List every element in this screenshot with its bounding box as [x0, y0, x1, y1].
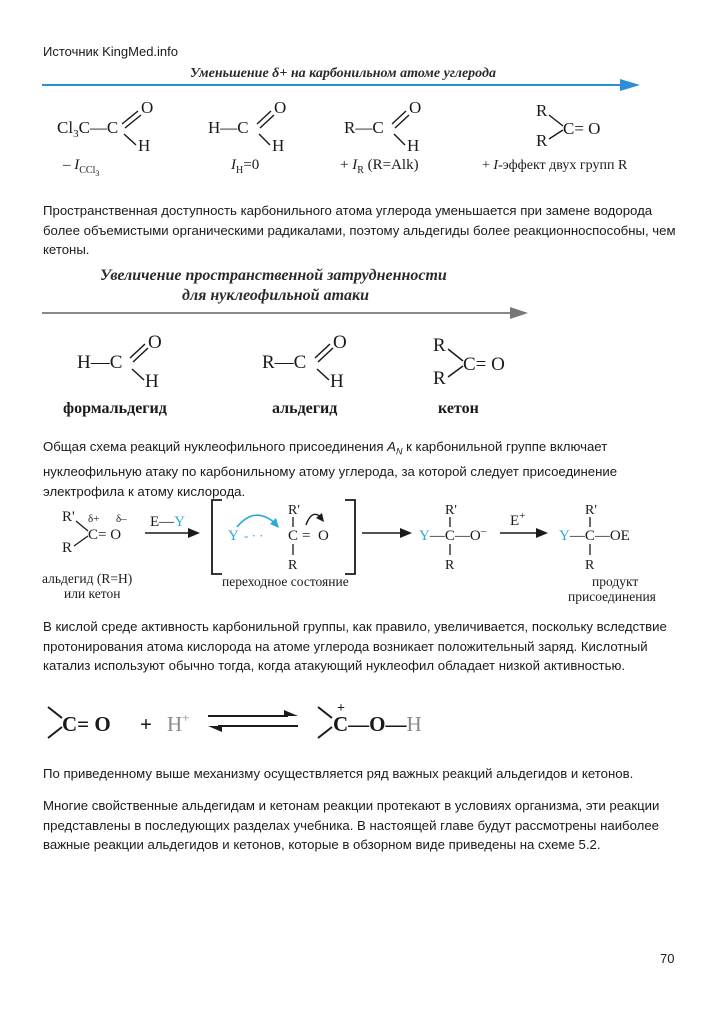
fig2-mol3-r-top: R — [433, 335, 446, 356]
fig1-mol4-r-top: R — [536, 101, 548, 120]
fig3-inter-r-bottom: R — [445, 558, 455, 573]
fig2-mol2-formula: R—C — [262, 352, 307, 373]
fig3-label-reactant-1: альдегид (R=H) — [42, 571, 133, 586]
fig4-proton: H+ — [167, 710, 190, 736]
fig1-label-h: $I_H=0$ — [231, 157, 260, 176]
fig3-label-product-2: присоединения — [568, 589, 656, 604]
paragraph-steric-access: Пространственная доступность карбонильного атома углерода уменьшается при замене водорода более объемистыми органическими радикалами, поэтому альдегиды более реакционноспособны, чем кетоны. — [43, 203, 676, 257]
fig1-mol4-r-bottom: R — [536, 131, 548, 150]
fig4-carbonyl: C= O — [62, 712, 111, 736]
page-number: 70 — [660, 951, 675, 966]
fig4-plus: + — [140, 712, 152, 736]
fig2-mol2-o: O — [333, 332, 347, 353]
fig3-product-r-top: R' — [585, 503, 597, 518]
fig1-mol2-h: H — [272, 136, 285, 155]
paragraph-overview: Многие свойственные альдегидам и кетонам реакции протекают в условиях организма, эти реакции представлены в последующих разделах учебника. В настоящей главе будут рассмотрены наиболее важные реакции альдегидов и кетонов, которые в обзорном виде приведены на схеме 5.2. — [43, 798, 660, 852]
fig2-mol2-h: H — [330, 371, 344, 392]
fig4-arrow-back-head — [208, 726, 222, 732]
fig1-mol4-co: C= O — [563, 119, 601, 138]
fig2-label-aldehyde: альдегид — [272, 400, 338, 417]
fig1-label-two-r: + I-эффект двух групп R — [482, 158, 628, 173]
fig2-label-formaldehyde: формальдегид — [63, 400, 167, 417]
fig1-mol2-o: O — [274, 98, 287, 117]
fig1-mol2-formula: H—C — [208, 118, 249, 137]
fig2-mol3-r-bottom: R — [433, 368, 446, 389]
fig3-label-product-1: продукт — [592, 574, 639, 589]
fig3-electrophile: E+ — [510, 510, 526, 529]
fig2-header-line2: для нуклеофильной атаки — [182, 287, 370, 304]
fig1-label-r: + $I_R$ (R=Alk) — [340, 157, 419, 176]
fig1-mol3-h: H — [407, 136, 420, 155]
paragraph-acid-catalysis: В кислой среде активность карбонильной группы, как правило, увеличивается, поскольку вследствие протонирования атома кислорода на атоме углерода возникает положительный заряд. Кислотный катализ используют обычно тогда, когда атакующий нуклеофил обладает низкой активностью. — [43, 619, 667, 673]
fig3-reactant-r-bottom: R — [62, 540, 73, 556]
fig4-left-bond-b — [48, 727, 62, 738]
fig3-reagent: E—Y — [150, 514, 186, 530]
fig2-label-ketone: кетон — [438, 400, 479, 417]
fig3-label-reactant-2: или кетон — [64, 586, 121, 601]
fig1-mol3-formula: R—C — [344, 118, 384, 137]
fig3-ts-c: C — [288, 528, 299, 544]
paragraph-nucleophilic-addition: Общая схема реакций нуклеофильного присоединения $A_N$ к карбонильной группе включает нуклеофильную атаку по карбонильному атому углерода, за которой следует присоединение электрофила к атому кислорода. — [43, 439, 618, 499]
fig3-inter-r-top: R' — [445, 503, 457, 518]
fig4-right-bond-b — [318, 727, 332, 738]
fig3-ts-y: Y — [228, 528, 239, 544]
fig2-mol3-co: C= O — [463, 354, 505, 375]
fig1-label-ccl3: – $I_{CCl3}$ — [63, 157, 100, 178]
fig3-ts-dots: - · · — [244, 528, 264, 543]
fig4-right-bond-a — [318, 707, 332, 718]
fig1-header: Уменьшение δ+ на карбонильном атоме углерода — [190, 66, 496, 81]
fig1-mol1-o: O — [141, 98, 154, 117]
fig4-carbocation: C—O—H — [333, 712, 422, 736]
fig3-delta-plus: δ+ — [88, 513, 100, 525]
fig2-header-line1: Увеличение пространственной затрудненности — [100, 267, 447, 284]
paragraph-mechanism-summary: По приведенному выше механизму осуществляется ряд важных реакций альдегидов и кетонов. — [43, 766, 634, 781]
fig1-mol1-h: H — [138, 136, 151, 155]
fig3-delta-minus: δ– — [116, 513, 127, 525]
fig1-mol3-o: O — [409, 98, 422, 117]
fig4-left-bond-a — [48, 707, 62, 718]
fig4-arrow-forward-head — [284, 710, 298, 716]
fig2-mol1-o: O — [148, 332, 162, 353]
fig3-reactant-co: C= O — [88, 527, 122, 543]
fig2-mol1-h: H — [145, 371, 159, 392]
fig4-carbocation-charge: + — [337, 701, 345, 716]
fig2-mol1-formula: H—C — [77, 352, 123, 373]
fig3-label-ts: переходное состояние — [222, 574, 349, 589]
fig3-ts-eq: = — [302, 528, 311, 544]
fig3-ts-o: O — [318, 528, 329, 544]
source-label: Источник KingMed.info — [43, 44, 178, 59]
fig3-intermediate: Y—C—O– — [419, 525, 487, 544]
fig3-product-r-bottom: R — [585, 558, 595, 573]
fig3-reactant-r-top: R' — [62, 509, 75, 525]
fig3-ts-r-bottom: R — [288, 558, 298, 573]
fig3-ts-r-top: R' — [288, 503, 300, 518]
fig1-mol1-formula: $Cl_3C—C$ — [57, 118, 119, 140]
fig3-product: Y—C—OE — [559, 528, 630, 544]
